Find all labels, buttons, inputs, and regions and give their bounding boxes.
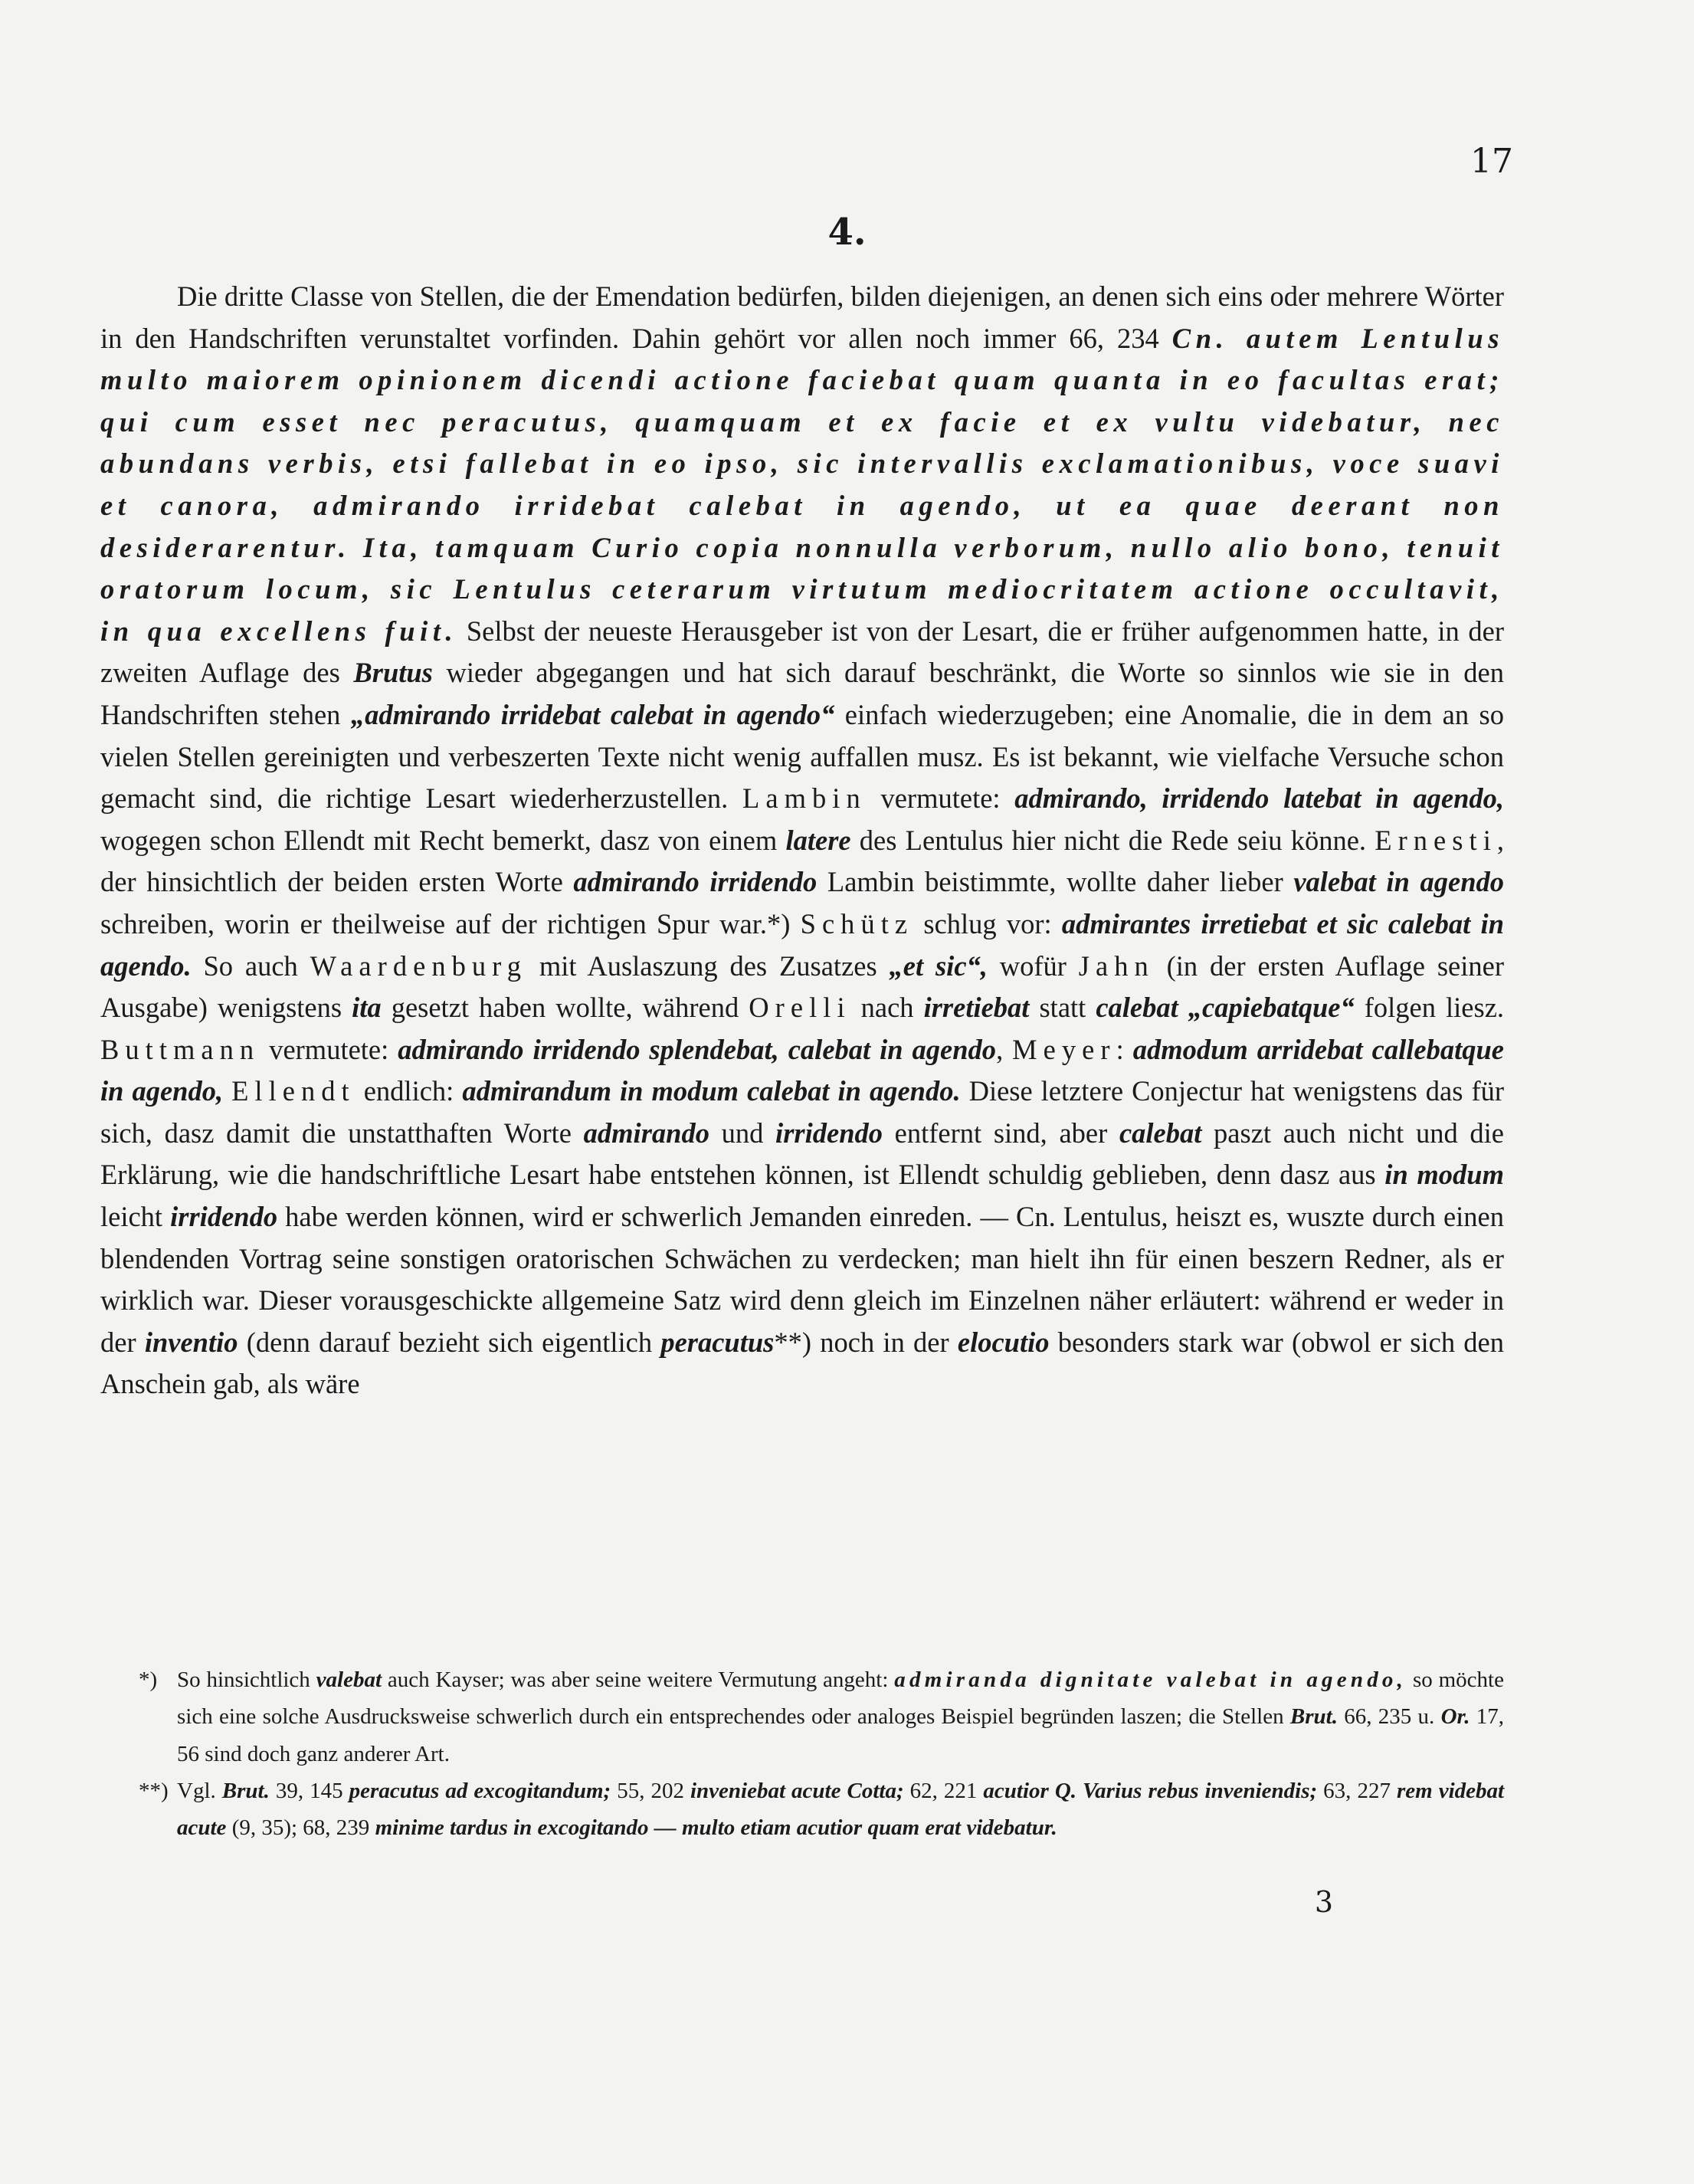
latin-quote: minime tardus in excogitando — multo etiam acutior quam erat videbatur. [375, 1815, 1057, 1841]
author-name: Lambin [742, 782, 867, 815]
latin-quote: „admirando irridebat calebat in agendo“ [350, 698, 835, 730]
latin-quote: acutior Q. Varius rebus inveniendis; [983, 1778, 1318, 1803]
text-run [223, 1075, 231, 1107]
text-run: einfach wiederzugeben; eine Anomalie, die in dem an so vielen Stellen gereinigten und verbeszerten Texte nicht wenig auffallen musz. Es ist bekannt, wie vielfache Versuche schon gemacht sind, die richtige Lesart wiederherzustellen. [100, 698, 1504, 815]
footnote-marker: **) [139, 1778, 169, 1803]
latin-word: ita [352, 992, 382, 1024]
author-name: Buttmann [100, 1033, 260, 1065]
text-run: 39, 145 [269, 1778, 349, 1803]
text-run: 17, 56 sind doch ganz anderer Art. [177, 1704, 1505, 1766]
text-run: (in der ersten Auflage seiner Ausgabe) wenigstens [100, 949, 1504, 1024]
latin-quote: admirantes irretiebat et sic calebat in agendo. [100, 907, 1504, 982]
text-run: So auch [191, 949, 310, 982]
footnote-2 [100, 1772, 1504, 1847]
text-run: mit Auslaszung des Zusatzes [526, 949, 890, 982]
author-name: Schütz [800, 907, 914, 940]
latin-quote: admirando, irridendo latebat in agendo, [1014, 782, 1504, 815]
text-run: statt [1029, 992, 1096, 1024]
latin-word: inventio [144, 1326, 238, 1358]
section-number: 4. [827, 211, 867, 254]
text-run: paszt auch nicht und die Erklärung, wie die handschriftliche Lesart habe entstehen können, ist Ellendt schuldig geblieben, denn dasz aus [100, 1117, 1504, 1191]
latin-quote: admirandum in modum calebat in agendo. [462, 1075, 961, 1107]
text-run: schreiben, worin er theilweise auf der richtigen Spur war.*) [100, 907, 801, 940]
text-run: : [1116, 1033, 1133, 1065]
latin-word: calebat [1119, 1117, 1202, 1149]
text-run: leicht [100, 1201, 171, 1233]
text-run: wofür [987, 949, 1079, 982]
text-run: so möchte sich eine solche Ausdrucksweise schwerlich durch ein entsprechendes oder analoges Beispiel begründen laszen; die Stellen [177, 1668, 1504, 1730]
text-run: Diese letztere Conjectur hat wenigstens das für sich, dasz damit die unstatthaften Worte [100, 1075, 1505, 1149]
signature-mark: 3 [1314, 1885, 1333, 1919]
text-run: So hinsichtlich [177, 1668, 316, 1692]
text-run: folgen liesz. [1354, 992, 1505, 1024]
text-run: besonders stark war (obwol er sich den Anschein gab, als wäre [100, 1326, 1504, 1400]
text-run: endlich: [355, 1075, 463, 1107]
work-abbrev: Or. [1440, 1704, 1470, 1730]
text-run: habe werden können, wird er schwerlich Jemanden einreden. — Cn. Lentulus, heiszt es, wuszte durch einen blendenden Vortrag seine sonstigen oratorischen Schwächen zu verdecken; man hielt ihn für einen beszern Redner, als er wirklich war. Dieser vorausgeschickte allgemeine Satz wird denn gleich im Einzelnen näher erläutert: während er weder in der [100, 1201, 1505, 1358]
text-run: Die dritte Classe von Stellen, die der Emendation bedürfen, bilden diejenigen, an denen sich eins oder mehrere Wörter in den Handschriften verunstaltet vorfinden. Dahin gehört vor allen noch immer 66, 234 [100, 280, 1504, 354]
text-run: vermutete: [866, 782, 1015, 815]
latin-quote: valebat in agendo [1293, 866, 1505, 898]
author-name: Ernesti [1375, 824, 1497, 856]
text-run: wieder abgegangen und hat sich darauf beschränkt, die Worte so sinnlos wie sie in den Handschriften stehen [100, 657, 1504, 730]
author-name: Orelli [749, 992, 851, 1024]
author-name: Jahn [1078, 949, 1155, 982]
text-run: vermutete: [260, 1033, 398, 1065]
text-run: schlug vor: [913, 907, 1062, 940]
text-run: und [709, 1117, 776, 1149]
author-name: Meyer [1012, 1033, 1116, 1065]
latin-quote: admirando irridendo splendebat, calebat in agendo [398, 1033, 997, 1065]
text-run: Vgl. [177, 1778, 222, 1803]
text-run: Lambin beistimmte, wollte daher lieber [817, 866, 1294, 898]
latin-quote: inveniebat acute Cotta; [690, 1778, 904, 1803]
latin-quote: rem videbat acute [177, 1778, 1505, 1841]
latin-word: irridendo [170, 1201, 278, 1233]
text-run: 62, 221 [903, 1778, 984, 1803]
work-title: Brutus [353, 657, 433, 689]
latin-word: latere [785, 824, 851, 856]
work-abbrev: Brut. [221, 1778, 270, 1803]
latin-word: admirando [583, 1117, 709, 1149]
latin-quote: peracutus ad excogitandum; [349, 1778, 611, 1803]
text-run: , der hinsichtlich der beiden ersten Worte [100, 824, 1504, 898]
latin-quote: „et sic“, [889, 949, 988, 982]
author-name: Waardenburg [310, 949, 527, 982]
text-run: entfernt sind, aber [883, 1117, 1119, 1149]
latin-quote: admodum arridebat callebatque in agendo, [100, 1033, 1504, 1107]
latin-quote: Cn. autem Lentulus multo maiorem opinionem dicendi actione faciebat quam quanta in eo facultas erat; qui cum esset nec peracutus, quamquam et ex facie et ex vultu videbatur, nec abundans verbis, etsi fallebat in eo ipso, sic intervallis exclamationibus, voce suavi et canora, admirando irridebat calebat in agendo, ut ea quae deerant non desiderarentur. Ita, tamquam Curio copia nonnulla verborum, nullo alio bono, tenuit oratorum locum, sic Lentulus ceterarum virtutum mediocritatem actione occultavit, in qua excellens fuit. [100, 322, 1504, 647]
footnote-marker: *) [139, 1668, 158, 1692]
text-run: 63, 227 [1317, 1778, 1397, 1803]
text-run: 55, 202 [611, 1778, 690, 1803]
text-run: , [996, 1033, 1013, 1065]
text-run: (denn darauf bezieht sich eigentlich [238, 1326, 661, 1358]
page-number: 17 [1470, 142, 1513, 181]
footnote-1 [100, 1661, 1504, 1772]
text-run: 66, 235 u. [1337, 1704, 1441, 1730]
latin-word: peracutus [660, 1326, 775, 1358]
text-run: gesetzt haben wollte, während [381, 992, 749, 1024]
latin-word: irridendo [775, 1117, 883, 1149]
latin-word: elocutio [957, 1326, 1050, 1358]
latin-quote: calebat „capiebatque“ [1096, 992, 1355, 1024]
footnotes [100, 1661, 1504, 1846]
latin-quote: admiranda dignitate valebat in agendo, [894, 1668, 1407, 1692]
body-paragraph [100, 276, 1504, 1405]
text-run: auch Kayser; was aber seine weitere Vermutung angeht: [382, 1668, 895, 1692]
text-run: (9, 35); 68, 239 [226, 1815, 375, 1841]
text-run: **) noch in der [774, 1326, 958, 1358]
author-name: Ellendt [231, 1075, 356, 1107]
latin-quote: admirando irridendo [573, 866, 818, 898]
text-run: nach [850, 992, 924, 1024]
latin-word: in modum [1384, 1159, 1505, 1191]
text-run: Selbst der neueste Herausgeber ist von der Lesart, die er früher aufgenommen hatte, in der zweiten Auflage des [100, 615, 1504, 689]
text-run: wogegen schon Ellendt mit Recht bemerkt, dasz von einem [100, 824, 786, 856]
latin-word: irretiebat [923, 992, 1030, 1024]
text-run: des Lentulus hier nicht die Rede seiu könne. [850, 824, 1375, 856]
work-abbrev: Brut. [1289, 1704, 1338, 1730]
latin-word: valebat [316, 1668, 382, 1692]
